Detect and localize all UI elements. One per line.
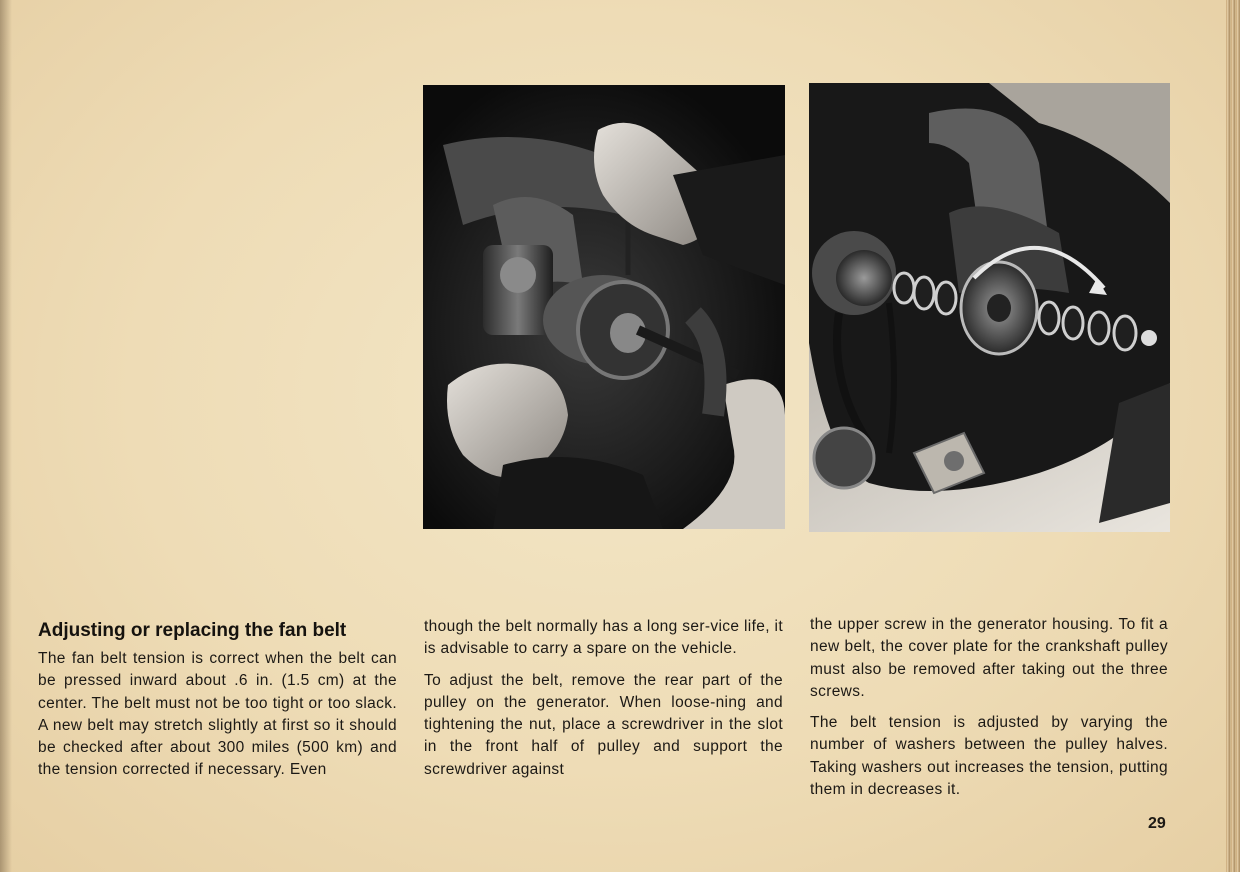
- spine-shadow: [0, 0, 12, 872]
- engine-photo-illustration-left: [423, 85, 785, 529]
- paragraph: To adjust the belt, remove the rear part of the pulley on the generator. When loose-ning and tightening the nut, place a screwdriver in the slot in the front half of pulley and support the screwdriver against: [424, 671, 783, 778]
- section-heading: Adjusting or replacing the fan belt: [38, 620, 347, 641]
- photo-pulley-washers: [809, 83, 1170, 532]
- page-number: 29: [1148, 815, 1166, 832]
- engine-photo-illustration-right: [809, 83, 1170, 532]
- page-stack-edge: [1226, 0, 1240, 872]
- text-column-1: [38, 617, 397, 791]
- text-column-2: [424, 616, 783, 790]
- paragraph: the upper screw in the generator housing. To fit a new belt, the cover plate for the crankshaft pulley must also be removed after taking out the three screws.: [810, 616, 1168, 700]
- text-column-3: [810, 614, 1168, 810]
- photo-adjusting-belt: [423, 85, 785, 529]
- paragraph: though the belt normally has a long ser-vice life, it is advisable to carry a spare on the vehicle.: [424, 618, 783, 658]
- paragraph: The fan belt tension is correct when the belt can be pressed inward about .6 in. (1.5 cm) at the center. The belt must not be too tight or too slack. A new belt may stretch slightly at first so it should be checked after about 300 miles (500 km) and the tension corrected if necessary. Even: [38, 650, 397, 779]
- paragraph: The belt tension is adjusted by varying the number of washers between the pulley halves. Taking washers out increases the tension, putting them in decreases it.: [810, 714, 1168, 799]
